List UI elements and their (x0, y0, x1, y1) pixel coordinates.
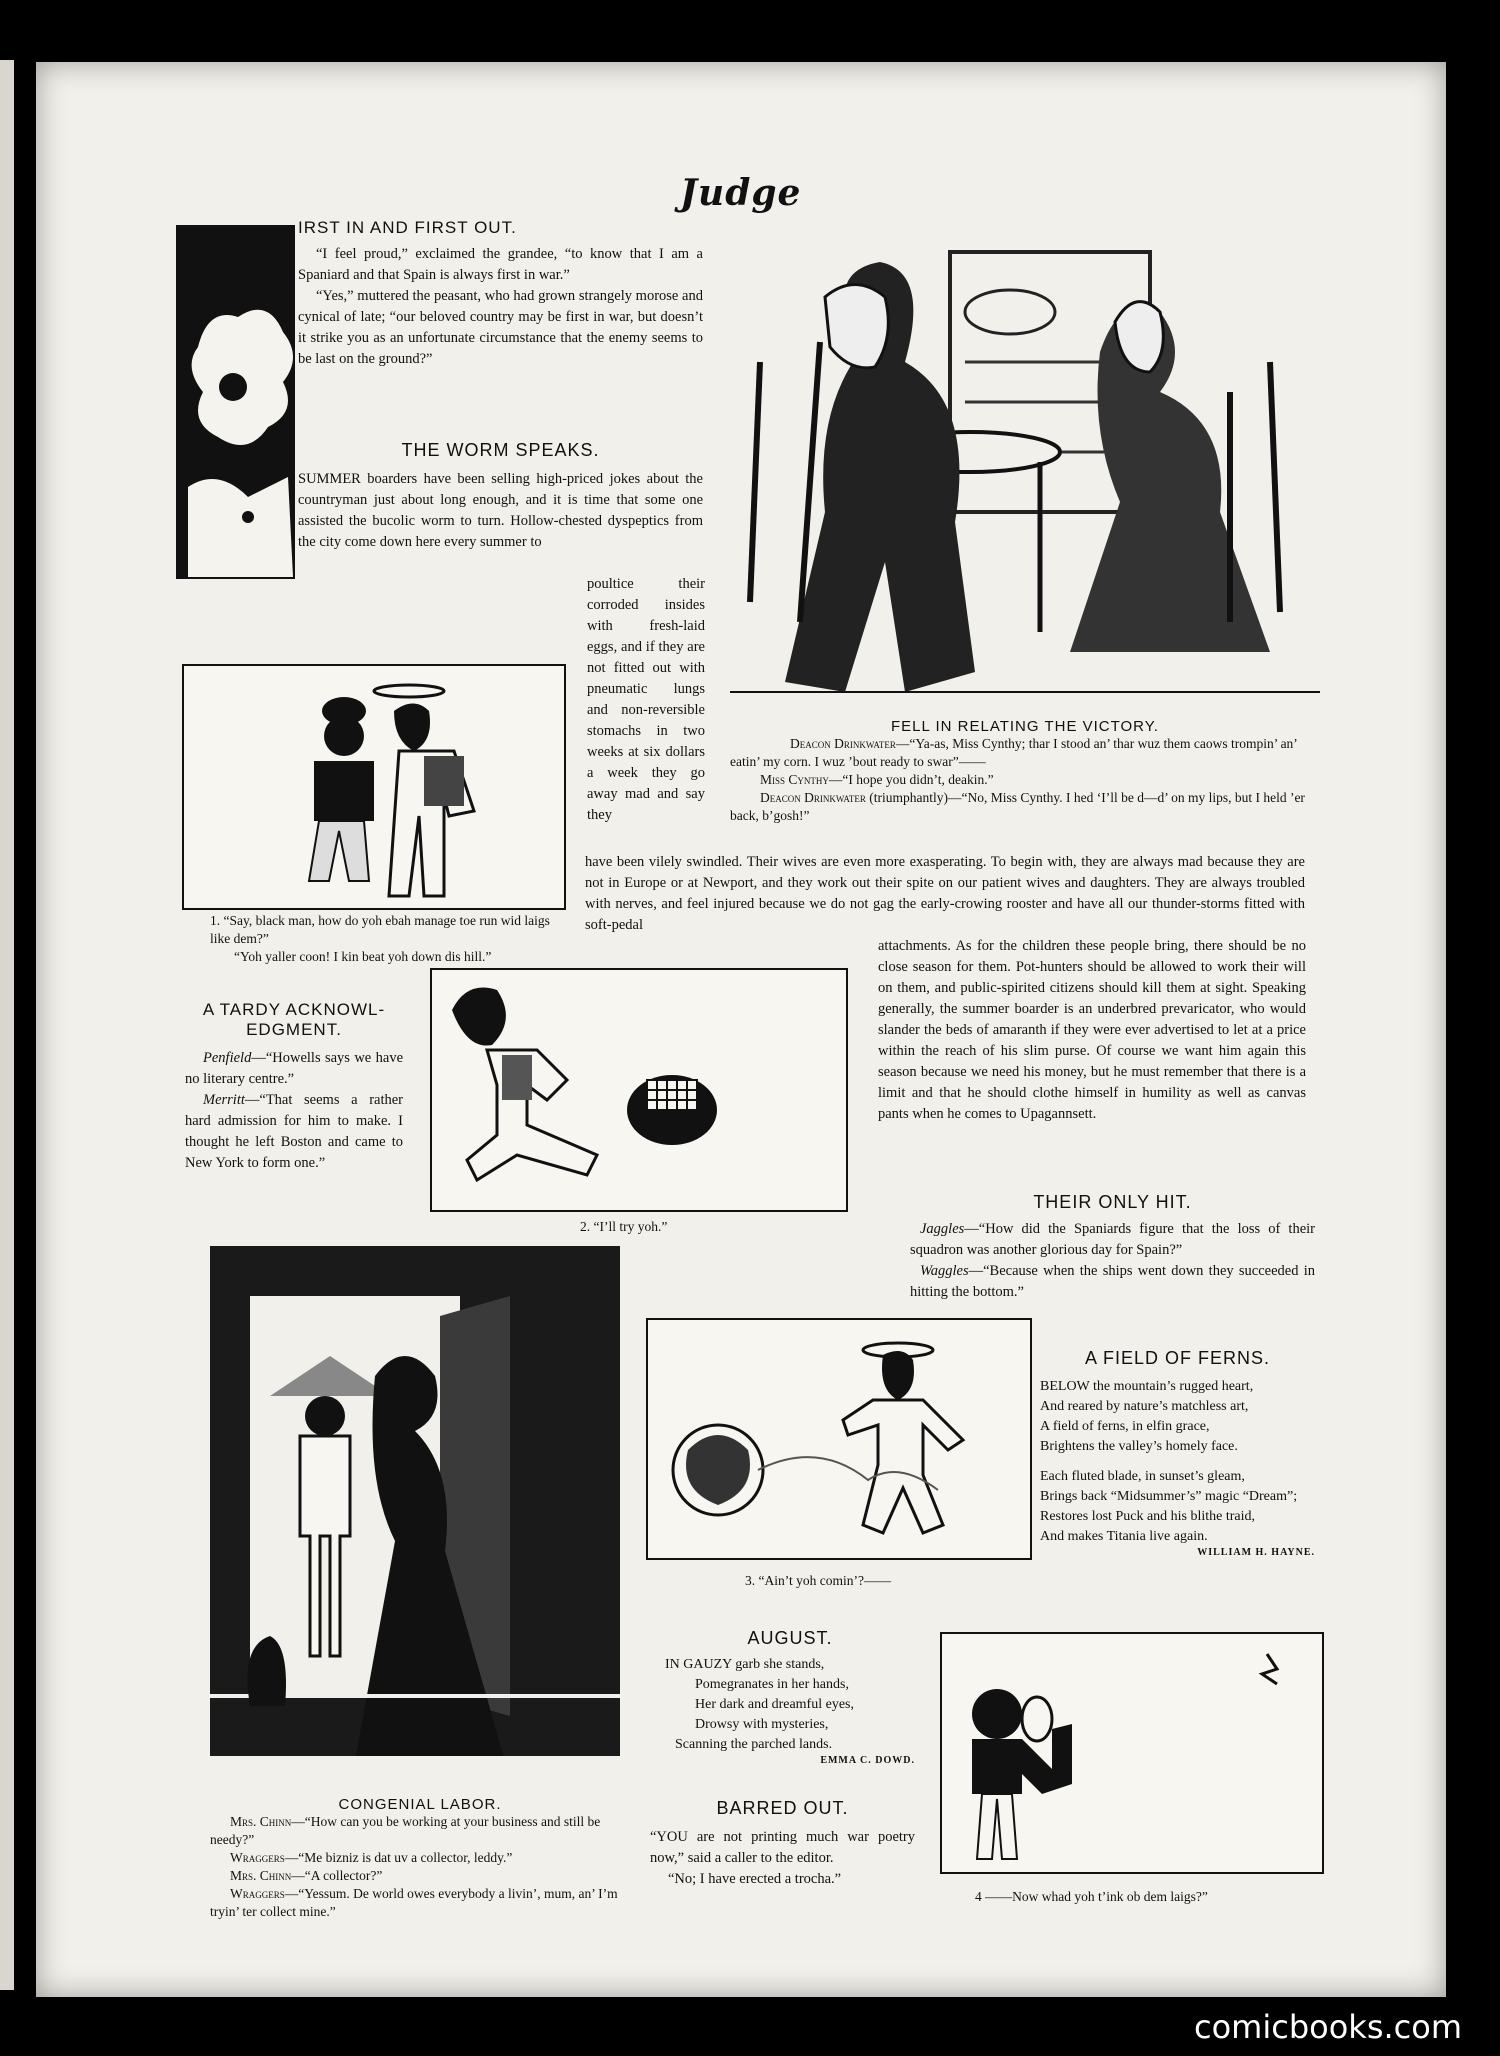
ferns-poem (1040, 1348, 1315, 1558)
speaker-name: Wraggers (230, 1886, 285, 1901)
speaker-name: Mrs. Chinn (230, 1868, 292, 1883)
dialogue-line: —“Me bizniz is dat uv a collector, leddy.” (284, 1850, 513, 1865)
worm-title: THE WORM SPEAKS. (401, 440, 600, 460)
labor-art (210, 1246, 620, 1756)
worm-lead: SUMMER boarders have been selling high-priced jokes about the countryman just about long enough, and it is time that some one assisted the bucolic worm to turn. Hollow-chested dyspeptics from the city come down here every summer to (298, 471, 703, 550)
cartoon-3-art (648, 1320, 1030, 1558)
vignette-art (178, 227, 293, 577)
cartoon-1-captions (210, 912, 570, 966)
first-in-paragraph: “I feel proud,” exclaimed the grandee, “to know that I am a Spaniard and that Spain is always first in war.” (298, 246, 703, 283)
worm-right-column: attachments. As for the children these people bring, there should be no close season for them. Pot-hunters should be allowed to work their will on them, and public-spirited citizens should kill them at sight. Speaking generally, the summer boarder is an underbred prevaricator, who would slander the beds of amaranth if they were ever advertised to let at a price within the reach of his slim purse. Of course we want him again this season because we need his money, but he must remember that there is a limit and that he should clothe himself in humility as well as canvas pants when he comes to Upagannsett. (878, 938, 1306, 1122)
first-in-title: IRST IN AND FIRST OUT. (298, 218, 517, 237)
first-in-paragraph: “Yes,” muttered the peasant, who had grown strangely morose and cynical of late; “our beloved country may be first in war, but doesn’t it strike you as an unfortunate circumstance that the enemy seems to be last on the ground?” (298, 288, 703, 367)
cartoon-panel-1 (182, 664, 566, 910)
speaker-name: Deacon Drinkwater (760, 790, 866, 805)
cartoon-1-caption: 1. “Say, black man, how do yoh ebah manage toe run wid laigs like dem?” (210, 913, 550, 946)
poem-line: Pomegranates in her hands, (695, 1677, 849, 1692)
poem-line: Drowsy with mysteries, (695, 1717, 829, 1732)
ferns-title: A FIELD OF FERNS. (1084, 1348, 1271, 1368)
victory-illustration (730, 222, 1320, 712)
poem-line: Brightens the valley’s homely face. (1040, 1439, 1238, 1454)
poem-line: And makes Titania live again. (1040, 1529, 1208, 1544)
cartoon-panel-2 (430, 968, 848, 1212)
hit-article (910, 1192, 1315, 1303)
ferns-credit: WILLIAM H. HAYNE. (1197, 1547, 1315, 1558)
book-spine (0, 60, 14, 1990)
first-in-article (298, 218, 703, 370)
cartoon-2-caption: 2. “I’ll try yoh.” (580, 1219, 668, 1234)
august-poem (665, 1628, 915, 1766)
barred-paragraph: “YOU are not printing much war poetry now,” said a caller to the editor. (650, 1829, 915, 1866)
speaker-name: Miss Cynthy (760, 772, 829, 787)
speaker-name: Merritt (203, 1092, 245, 1108)
tardy-article (185, 1000, 403, 1174)
dialogue-line: —“Yessum. De world owes everybody a livin’, mum, an’ I’m tryin’ ter collect mine.” (210, 1886, 618, 1919)
cartoon-1-reply: “Yoh yaller coon! I kin beat yoh down dis hill.” (234, 949, 492, 964)
dialogue-line: —“Howells says we have no literary centre.” (185, 1050, 403, 1087)
august-title: AUGUST. (747, 1628, 833, 1648)
hit-title: THEIR ONLY HIT. (1033, 1192, 1192, 1212)
speaker-name: Penfield (203, 1050, 252, 1066)
labor-caption-title: CONGENIAL LABOR. (338, 1796, 502, 1813)
worm-wide-column: have been vilely swindled. Their wives are even more exasperating. To begin with, they are always mad because they are not in Europe or at Newport, and they work out their spite on our patient wives and daughters. They are always troubled with nerves, and feel injured because we do not gag the early-crowing rooster and have all our thunder-storms fitted with soft-pedal (585, 854, 1305, 933)
labor-caption-block (210, 1796, 630, 1921)
dialogue-line: —“A collector?” (291, 1868, 383, 1883)
victory-caption-block (730, 718, 1320, 825)
cartoon-panel-3 (646, 1318, 1032, 1560)
speaker-name: Waggles (920, 1263, 969, 1279)
poem-line: Each fluted blade, in sunset’s gleam, (1040, 1469, 1245, 1484)
poem-line: Brings back “Midsummer’s” magic “Dream”; (1040, 1489, 1298, 1504)
worm-narrow-column: poultice their corroded insides with fresh-laid eggs, and if they are not fitted out with pneumatic lungs and non-reversible stomachs in two weeks at six dollars a week they go away mad and say they (587, 576, 705, 823)
site-watermark: comicbooks.com (1193, 2008, 1462, 2046)
dialogue-line: —“Ya-as, Miss Cynthy; thar I stood an’ thar wuz them caows trompin’ an’ eatin’ my corn. I wuz ’bout ready to swar”—— (730, 736, 1297, 769)
decorative-vignette (176, 225, 295, 579)
cartoon-4-caption: 4 ——Now whad yoh t’ink ob dem laigs?” (975, 1889, 1208, 1904)
speaker-name: Wraggers (230, 1850, 285, 1865)
barred-paragraph: “No; I have erected a trocha.” (668, 1871, 842, 1887)
speaker-name: Deacon Drinkwater (790, 736, 896, 751)
august-credit: EMMA C. DOWD. (820, 1755, 915, 1766)
speaker-name: Jaggles (920, 1221, 965, 1237)
victory-art (730, 222, 1320, 712)
cartoon-panel-4 (940, 1632, 1324, 1874)
cartoon-4-art (942, 1634, 1322, 1872)
poem-line: A field of ferns, in elfin grace, (1040, 1419, 1210, 1434)
cartoon-1-art (184, 666, 564, 908)
poem-line: And reared by nature’s matchless art, (1040, 1399, 1249, 1414)
tardy-title: A TARDY ACKNOWL-EDGMENT. (202, 1000, 386, 1039)
dialogue-line: (triumphantly)—“No, Miss Cynthy. I hed ‘I’ll be d—d’ on my lips, but I held ’er back, b’gosh!” (730, 790, 1305, 823)
worm-article (298, 440, 703, 553)
speaker-name: Mrs. Chinn (230, 1814, 292, 1829)
poem-line: Scanning the parched lands. (675, 1737, 833, 1752)
dialogue-line: —“I hope you didn’t, deakin.” (828, 772, 994, 787)
poem-line: Restores lost Puck and his blithe traid, (1040, 1509, 1256, 1524)
cartoon-2-art (432, 970, 846, 1210)
barred-title: BARRED OUT. (716, 1798, 849, 1818)
dialogue-line: —“Because when the ships went down they succeeded in hitting the bottom.” (910, 1263, 1315, 1300)
cartoon-3-caption: 3. “Ain’t yoh comin’?—— (745, 1573, 891, 1588)
barred-article (650, 1798, 915, 1890)
poem-line: IN GAUZY garb she stands, (665, 1657, 825, 1672)
dialogue-line: —“That seems a rather hard admission for him to make. I thought he left Boston and came to New York to form one.” (185, 1092, 403, 1171)
poem-line: BELOW the mountain’s rugged heart, (1040, 1379, 1254, 1394)
victory-caption-title: FELL IN RELATING THE VICTORY. (891, 718, 1159, 735)
dialogue-line: —“How did the Spaniards figure that the loss of their squadron was another glorious day for Spain?” (910, 1221, 1315, 1258)
poem-line: Her dark and dreamful eyes, (695, 1697, 854, 1712)
masthead-title: Judge (680, 172, 802, 214)
labor-illustration (210, 1246, 620, 1756)
dialogue-line: —“How can you be working at your business and still be needy?” (210, 1814, 601, 1847)
